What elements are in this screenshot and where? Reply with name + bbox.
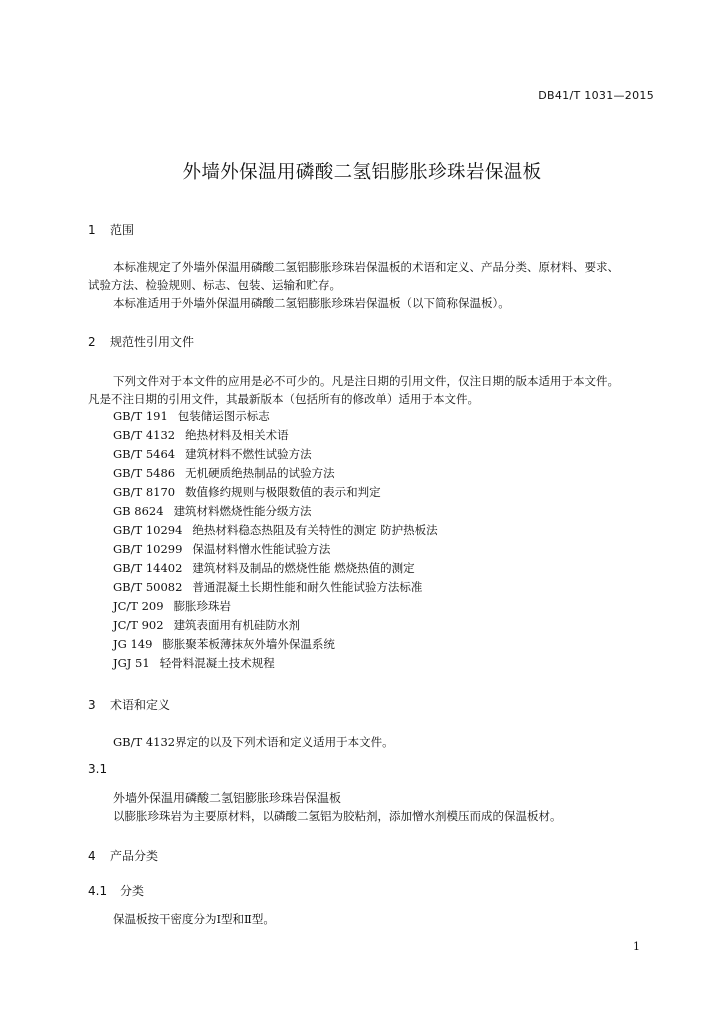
- subsection-title: 分类: [120, 884, 145, 898]
- reference-code: JC/T 902: [113, 618, 164, 632]
- reference-item: [113, 484, 381, 500]
- section-3-heading: [88, 696, 170, 713]
- reference-title: 建筑材料燃烧性能分级方法: [173, 504, 312, 518]
- reference-title: 保温材料憎水性能试验方法: [192, 542, 331, 556]
- reference-item: [113, 579, 422, 595]
- section-title: 术语和定义: [110, 698, 171, 712]
- reference-item: [113, 408, 270, 424]
- reference-item: [113, 541, 330, 557]
- reference-item: [113, 465, 335, 481]
- reference-code: GB/T 191: [113, 409, 168, 423]
- reference-code: GB/T 5486: [113, 466, 176, 480]
- section-number: 2: [88, 335, 96, 349]
- reference-title: 数值修约规则与极限数值的表示和判定: [185, 485, 381, 499]
- reference-item: [113, 655, 275, 671]
- section-title: 范围: [110, 223, 135, 237]
- term-definition: 以膨胀珍珠岩为主要原材料，以磷酸二氢铝为胶粘剂，添加憎水剂模压而成的保温板材。: [113, 809, 562, 823]
- reference-code: GB/T 5464: [113, 447, 176, 461]
- reference-title: 绝热材料稳态热阻及有关特性的测定 防护热板法: [192, 523, 438, 537]
- reference-title: 建筑材料及制品的燃烧性能 燃烧热值的测定: [192, 561, 415, 575]
- document-number: DB41/T 1031—2015: [538, 89, 654, 102]
- paragraph-line: 试验方法、检验规则、标志、包装、运输和贮存。: [88, 278, 341, 292]
- reference-title: 普通混凝土长期性能和耐久性能试验方法标准: [192, 580, 423, 594]
- reference-title: 绝热材料及相关术语: [185, 428, 289, 442]
- reference-item: [113, 617, 300, 633]
- section-2-heading: [88, 333, 194, 350]
- reference-title: 膨胀聚苯板薄抹灰外墙外保温系统: [162, 637, 335, 651]
- reference-code: GB/T 10294: [113, 523, 183, 537]
- term-name: 外墙外保温用磷酸二氢铝膨胀珍珠岩保温板: [113, 791, 342, 805]
- reference-title: 无机硬质绝热制品的试验方法: [185, 466, 335, 480]
- paragraph: 保温板按干密度分为Ⅰ型和Ⅱ型。: [113, 912, 275, 926]
- document-title: 外墙外保温用磷酸二氢铝膨胀珍珠岩保温板: [182, 162, 542, 183]
- reference-code: JG 149: [113, 637, 153, 651]
- section-number: 4: [88, 849, 96, 863]
- reference-title: 包装储运图示标志: [177, 409, 270, 423]
- subsection-number: 3.1: [88, 762, 108, 776]
- reference-item: [113, 598, 231, 614]
- paragraph-line: 凡是不注日期的引用文件，其最新版本（包括所有的修改单）适用于本文件。: [88, 392, 479, 406]
- paragraph-line: 下列文件对于本文件的应用是必不可少的。凡是注日期的引用文件，仅注日期的版本适用于本文件。: [113, 374, 619, 388]
- reference-code: GB/T 10299: [113, 542, 183, 556]
- reference-title: 膨胀珍珠岩: [173, 599, 232, 613]
- section-1-heading: [88, 221, 134, 238]
- reference-title: 建筑材料不燃性试验方法: [185, 447, 312, 461]
- section-number: 3: [88, 698, 96, 712]
- reference-code: JC/T 209: [113, 599, 164, 613]
- subsection-4-1-heading: [88, 882, 144, 899]
- reference-code: GB/T 50082: [113, 580, 183, 594]
- paragraph: 本标准适用于外墙外保温用磷酸二氢铝膨胀珍珠岩保温板（以下简称保温板）。: [113, 296, 510, 310]
- reference-code: GB/T 14402: [113, 561, 183, 575]
- reference-item: [113, 427, 289, 443]
- reference-item: [113, 560, 415, 576]
- section-4-heading: [88, 847, 158, 864]
- section-number: 1: [88, 223, 96, 237]
- reference-item: [113, 636, 335, 652]
- reference-code: GB 8624: [113, 504, 164, 518]
- page-number: 1: [633, 940, 640, 953]
- paragraph: GB/T 4132界定的以及下列术语和定义适用于本文件。: [113, 735, 394, 749]
- reference-code: GB/T 4132: [113, 428, 176, 442]
- paragraph-line: 本标准规定了外墙外保温用磷酸二氢铝膨胀珍珠岩保温板的术语和定义、产品分类、原材料、要求、: [113, 260, 619, 274]
- reference-item: [113, 446, 312, 462]
- reference-title: 建筑表面用有机硅防水剂: [173, 618, 301, 632]
- reference-item: [113, 503, 312, 519]
- subsection-number: 4.1: [88, 884, 108, 898]
- reference-title: 轻骨料混凝土技术规程: [159, 656, 275, 670]
- reference-item: [113, 522, 438, 538]
- section-title: 规范性引用文件: [110, 335, 195, 349]
- reference-code: JGJ 51: [113, 656, 150, 670]
- section-title: 产品分类: [110, 849, 159, 863]
- reference-code: GB/T 8170: [113, 485, 176, 499]
